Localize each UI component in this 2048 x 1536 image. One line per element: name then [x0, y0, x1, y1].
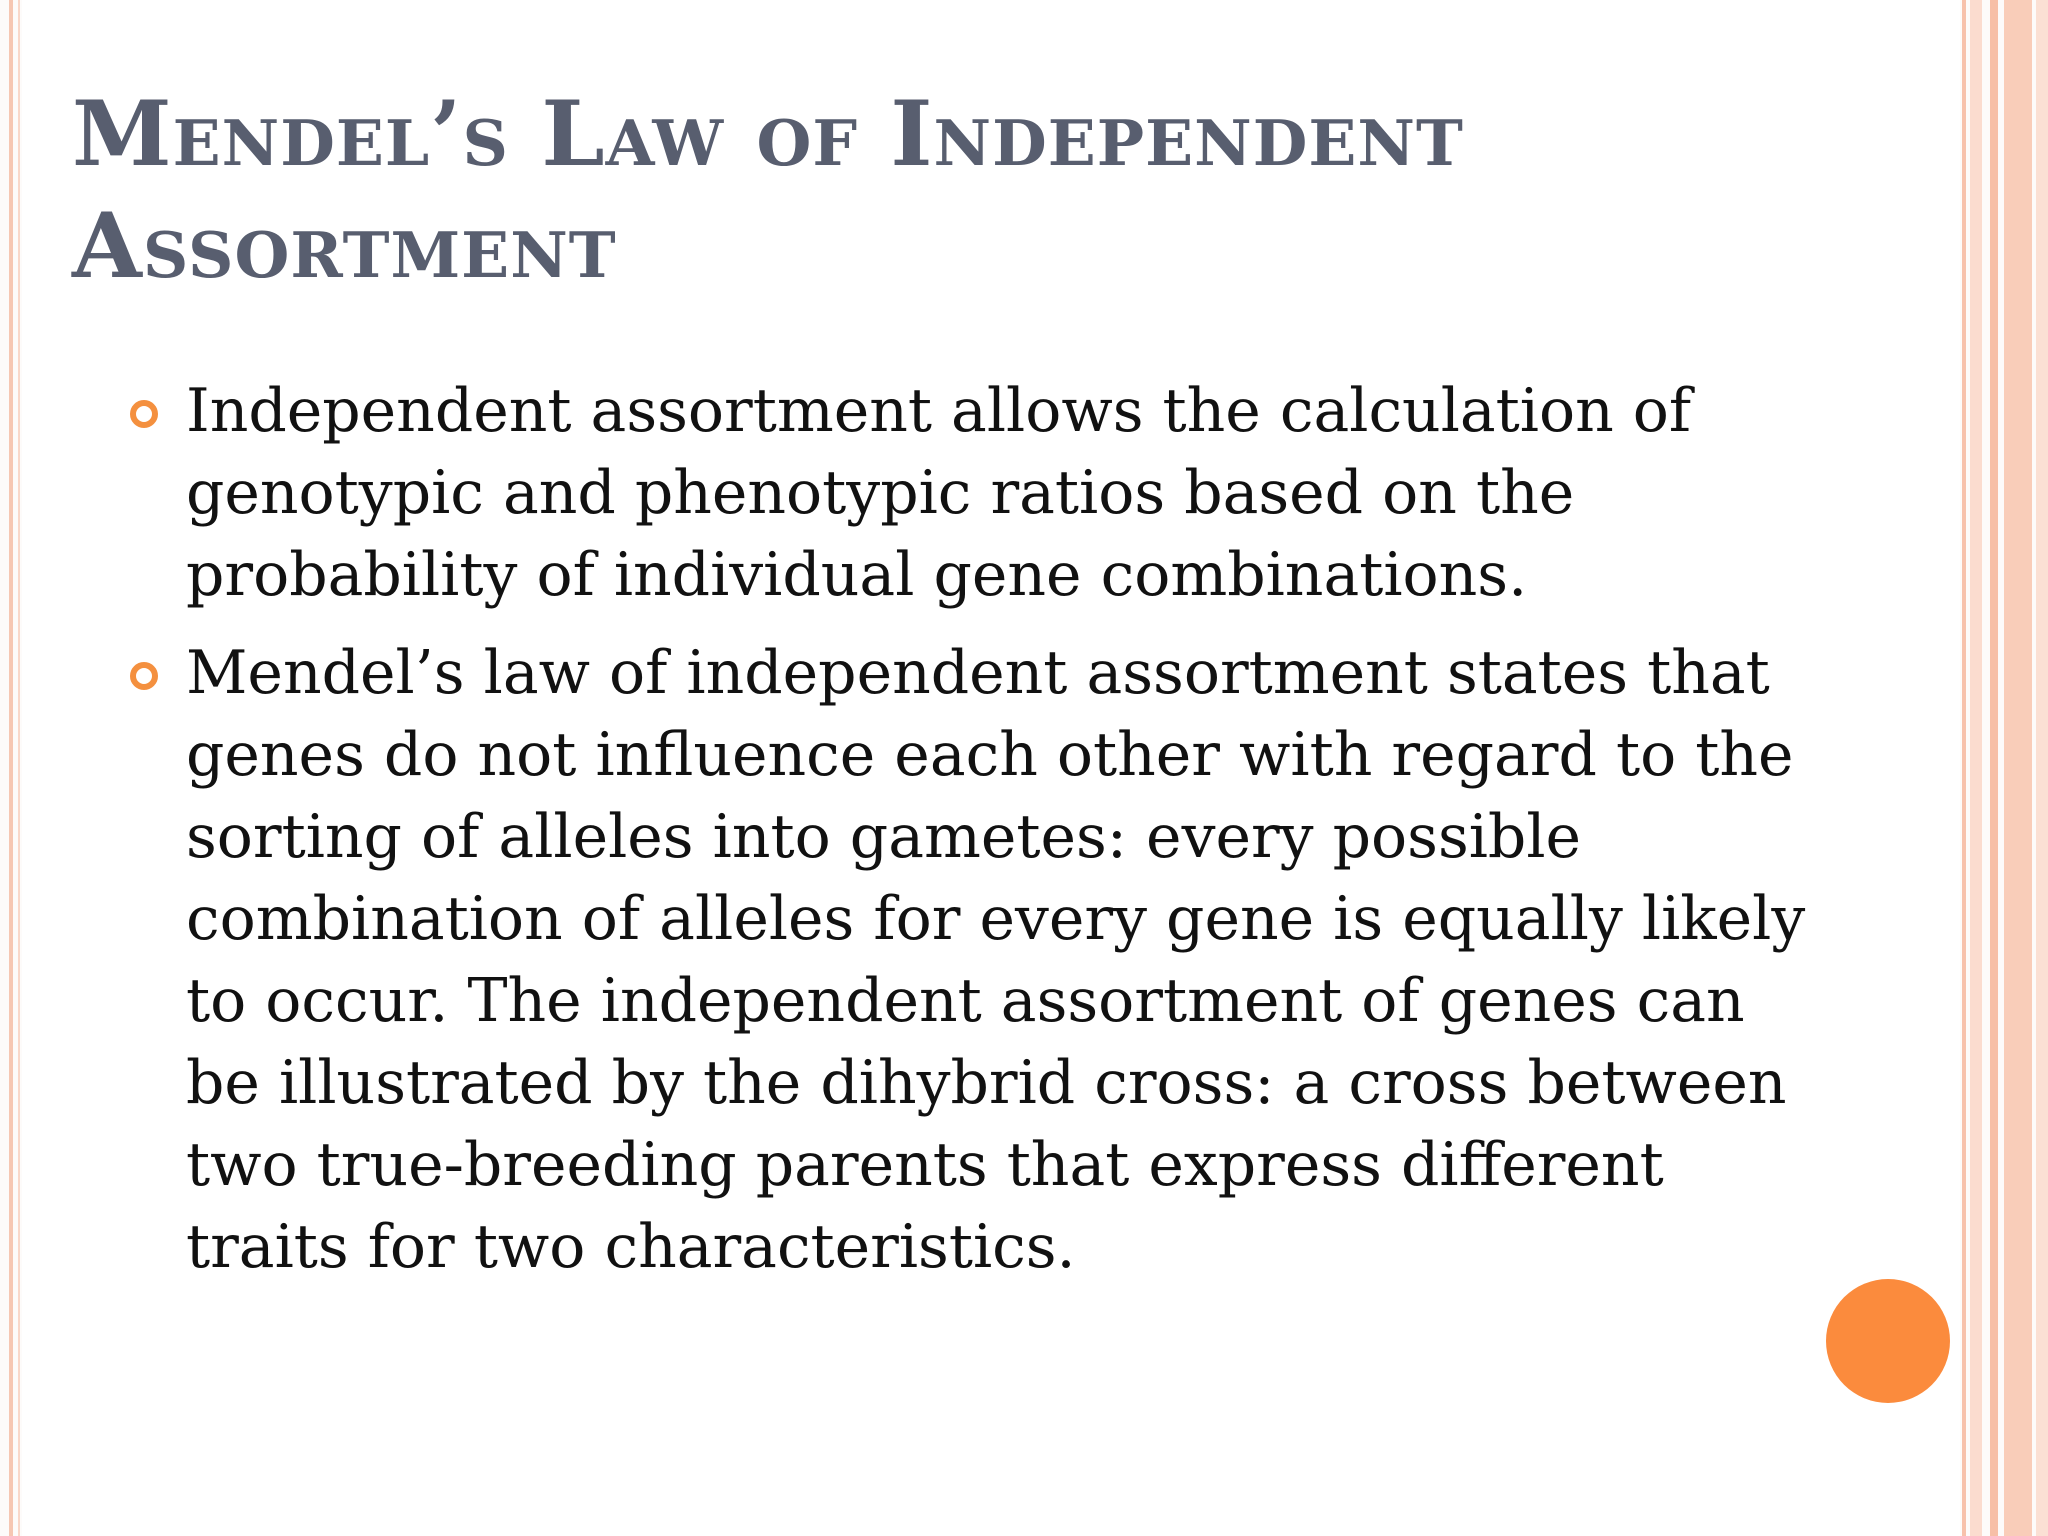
bullet-ring-icon	[130, 662, 158, 690]
right-decorative-stripe	[1970, 0, 1982, 1536]
accent-dot-icon	[1826, 1279, 1950, 1403]
bullet-item	[130, 632, 1810, 1288]
right-decorative-stripe	[2004, 0, 2032, 1536]
left-border-line	[9, 0, 13, 1536]
bullet-item	[130, 370, 1810, 616]
slide-title: Mendel’s Law of Independent Assortment	[72, 81, 1464, 300]
bullet-ring-icon	[130, 400, 158, 428]
bullet-list	[130, 370, 1810, 1304]
right-decorative-stripe	[1962, 0, 1966, 1536]
right-decorative-stripe	[1990, 0, 1998, 1536]
right-decorative-stripe	[2036, 0, 2048, 1536]
left-border-line-thin	[18, 0, 20, 1536]
bullet-text: Independent assortment allows the calculation of genotypic and phenotypic ratios based on the probability of individual gene combinations.	[186, 376, 1692, 610]
bullet-text: Mendel’s law of independent assortment states that genes do not influence each other with regard to the sorting of alleles into gametes: every possible combination of alleles for every gene is equally likely to occur. The independent assortment of genes can be illustrated by the dihybrid cross: a cross between two true-breeding parents that express different traits for two characteristics.	[186, 638, 1806, 1282]
